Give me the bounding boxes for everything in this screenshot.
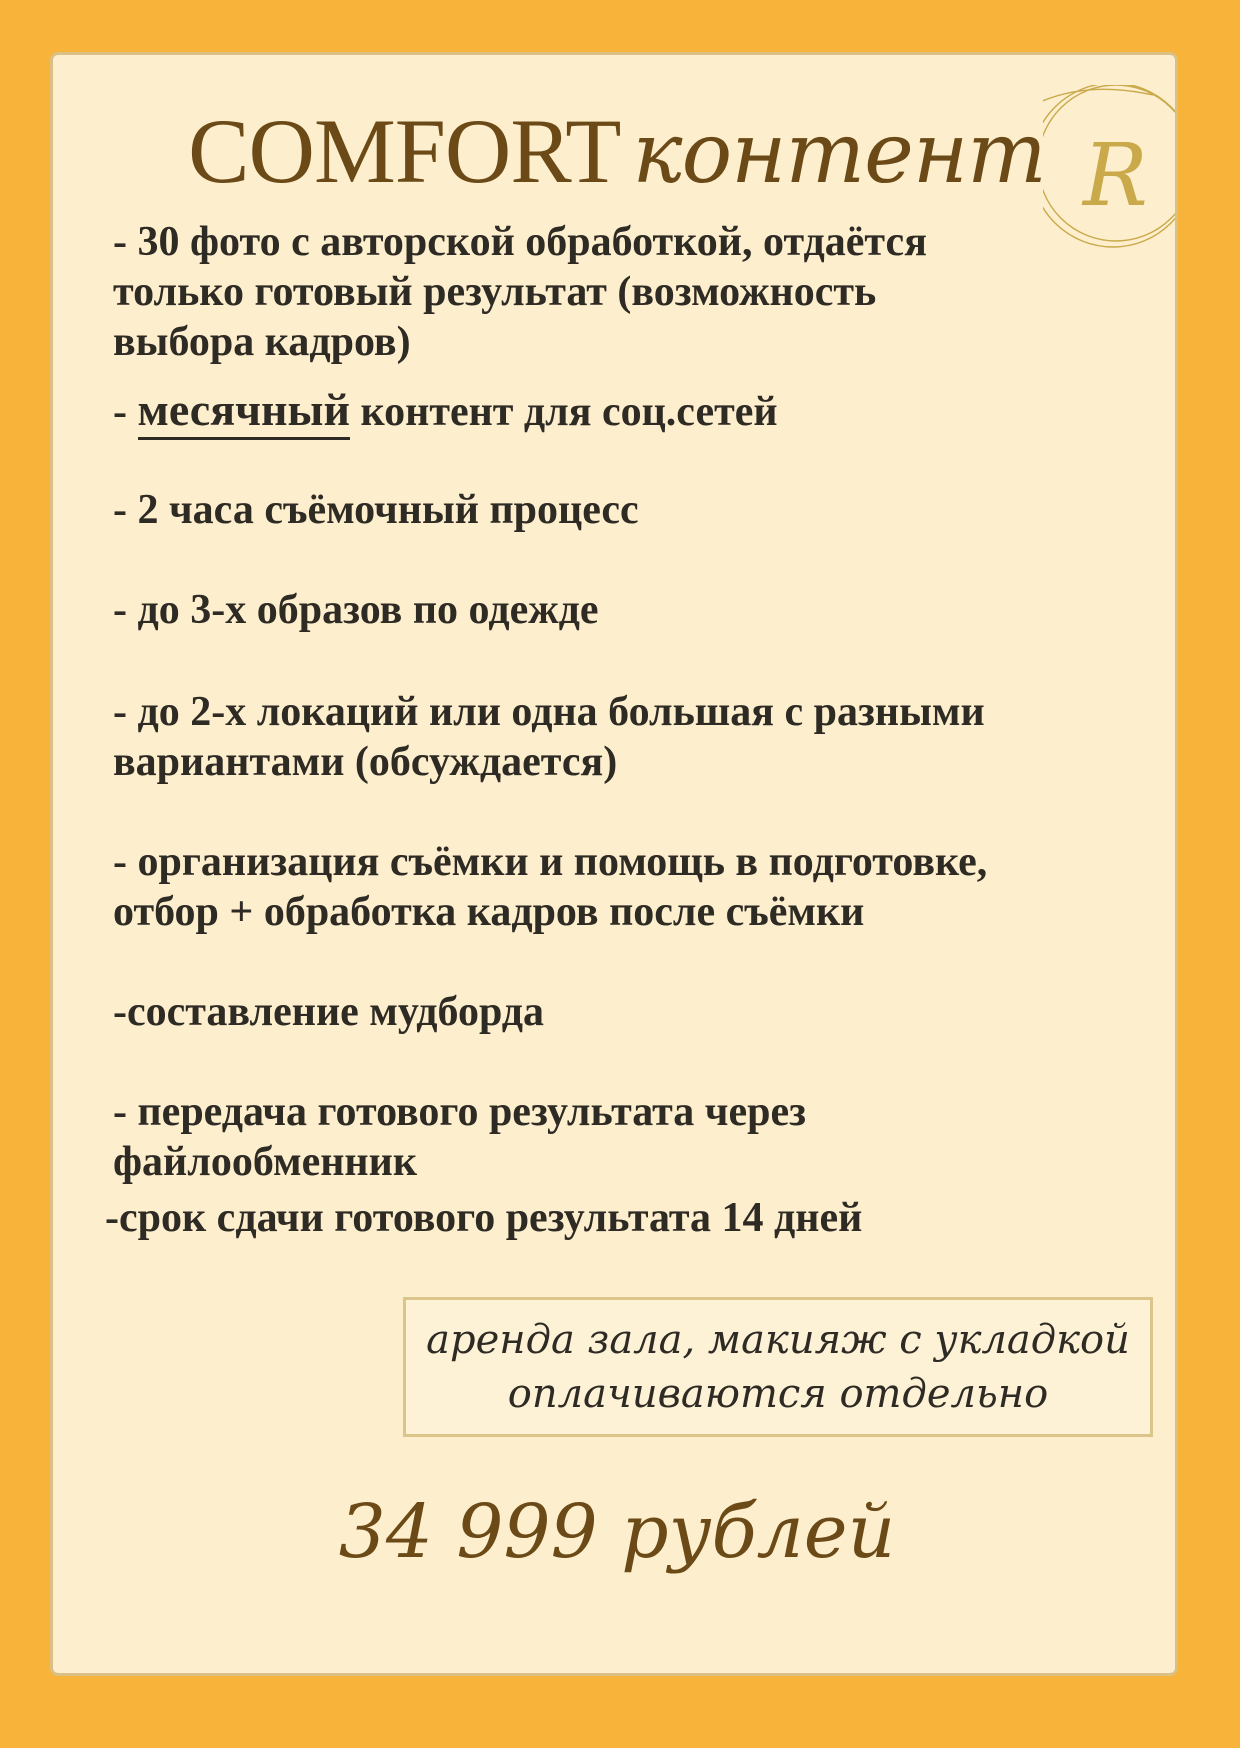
list-item bbox=[113, 385, 1153, 437]
item-line: - 30 фото с авторской обработкой, отдаётся bbox=[113, 219, 927, 265]
item-line: - 2 часа съёмочный процесс bbox=[113, 487, 639, 533]
item-line: - передача готового результата через bbox=[113, 1089, 806, 1135]
item-line: -составление мудборда bbox=[113, 989, 544, 1035]
logo-letter: R bbox=[1083, 126, 1148, 226]
item-line: - до 3-х образов по одежде bbox=[113, 587, 599, 633]
extra-costs-note bbox=[403, 1297, 1153, 1437]
list-item bbox=[113, 585, 1153, 635]
item-line: файлообменник bbox=[113, 1139, 418, 1185]
price-card bbox=[50, 52, 1178, 1676]
item-line: только готовый результат (возможность bbox=[113, 269, 877, 315]
item-prefix: - bbox=[113, 389, 138, 435]
price-label: 34 999 рублей bbox=[338, 1489, 896, 1575]
item-line: - до 2-х локаций или одна большая с разными bbox=[113, 689, 985, 735]
note-line-1: аренда зала, макияж с укладкой bbox=[426, 1317, 1130, 1363]
list-item bbox=[113, 837, 1153, 937]
item-line: -срок сдачи готового результата 14 дней bbox=[105, 1195, 863, 1241]
note-line-2: оплачиваются отдельно bbox=[507, 1371, 1049, 1417]
title-part-2: контент bbox=[632, 104, 1046, 202]
list-item bbox=[113, 1087, 1153, 1187]
item-line: вариантами (обсуждается) bbox=[113, 739, 618, 785]
title-part-1: COMFORT bbox=[188, 100, 621, 202]
list-item bbox=[113, 687, 1153, 787]
item-line: - организация съёмки и помощь в подготовке, bbox=[113, 839, 988, 885]
list-item bbox=[113, 987, 1153, 1037]
item-suffix: контент для соц.сетей bbox=[349, 389, 778, 435]
list-item bbox=[113, 485, 1153, 535]
list-item bbox=[113, 217, 1153, 367]
item-line: отбор + обработка кадров после съёмки bbox=[113, 889, 865, 935]
page-title bbox=[53, 100, 1178, 202]
list-item bbox=[105, 1193, 1145, 1243]
item-highlight: месячный bbox=[138, 384, 350, 440]
item-line: выбора кадров) bbox=[113, 319, 411, 365]
